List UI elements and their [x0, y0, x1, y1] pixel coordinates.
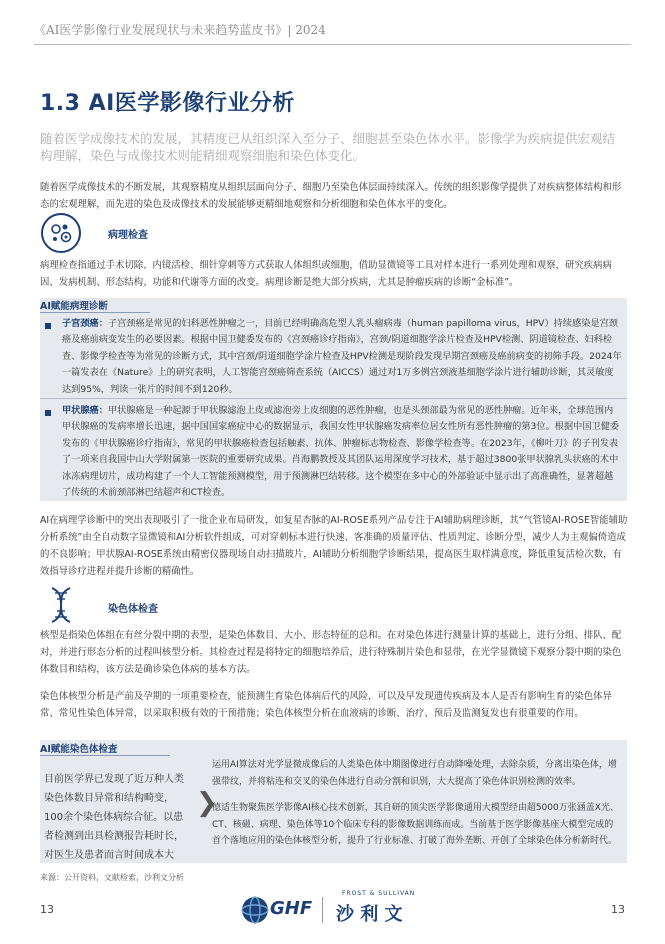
intro-paragraph: 随着医学成像技术的不断发展，其观察精度从组织层面向分子、细胞乃至染色体层面持续深入。传统的组织影像学提供了对疾病整体结构和形态的宏观理解，而先进的染色及成像技术的发展能够更精细地观察和分析细胞和染色体水平的变化。 [40, 182, 622, 210]
page-number-left: 13 [40, 903, 54, 916]
bullet-item-cervical-cancer [62, 316, 622, 398]
section-title: 1.3 AI医学影像行业分析 [40, 91, 295, 116]
source-note: 来源：公开资料，文献检索，沙利文分析 [40, 873, 184, 882]
chevron-right-icon: ❯ [196, 788, 218, 818]
bullet-text: 子宫颈癌是常见的妇科恶性肿瘤之一，目前已经明确高危型人乳头瘤病毒（human papilloma virus，HPV）持续感染是宫颈癌及癌前病变发生的必要因素。根据中国卫健委发布的《宫颈癌诊疗指南》，宫颈/阴道细胞学涂片检查及HPV检测、阴道镜检查、妇科检查、影像学检查等为常见的诊断方式，其中宫颈/阴道细胞学涂片检查及HPV检测是现阶段发现早期宫颈癌及癌前病变的初筛手段。2024年一篇发表在《Nature》上的研究表明，人工智能宫颈癌筛查系统（AICCS）通过对1万多例宫颈液基细胞学涂片进行辅助诊断，其灵敏度达到95%，判读一张片的时间不到120秒。 [62, 318, 622, 395]
dna-helix-icon [40, 584, 82, 626]
sullivan-logo-text: 沙 利 文 [336, 904, 403, 925]
globe-logo-icon [240, 895, 270, 925]
section-lead: 随着医学成像技术的发展，其精度已从组织深入至分子、细胞甚至染色体水平。影像学为疾病提供宏观结构理解，染色与成像技术则能精细观察细胞和染色体变化。 [40, 131, 616, 163]
pathology-label: 病理检查 [108, 230, 148, 241]
header-divider [34, 44, 631, 45]
tag-underline [40, 312, 150, 313]
logo-divider [322, 897, 323, 923]
chromosome-paragraph-1: 核型是指染色体组在有丝分裂中期的表型，是染色体数目、大小、形态特征的总和。在对染色体进行测量计算的基础上，进行分组、排队、配对，并进行形态分析的过程叫核型分析。其检查过程是将特定的细胞培养后，进行特殊制片染色和显带，在光学显微镜下观察分裂中期的染色体数目和结构，该方法是确诊染色体病的基本方法。 [40, 630, 622, 675]
chromosome-label: 染色体检查 [108, 604, 158, 615]
ai-chromosome-right-text-1: 运用AI算法对光学显微成像后的人类染色体中期图像进行自动降噪处理，去除杂质，分离出染色体，增强带纹，并将粘连和交叉的染色体进行自动分割和识别，大大提高了染色体识别检测的效率。 [212, 760, 617, 787]
page-number-right: 13 [611, 903, 625, 916]
bullet-term: 甲状腺癌： [62, 405, 108, 416]
ai-pathology-tag: AI赋能病理诊断 [40, 301, 108, 312]
chromosome-paragraph-2: 染色体核型分析是产前及孕期的一项重要检查，能预测生育染色体病后代的风险，可以及早发现遗传疾病及本人是否有影响生育的染色体异常、常见性染色体异常，以采取积极有效的干预措施；染色体核型分析在血液病的诊断、治疗、预后及监测复发也有很重要的作用。 [40, 691, 612, 719]
bullet-term: 子宫颈癌： [62, 318, 108, 329]
bullet-text: 甲状腺癌是一种起源于甲状腺滤泡上皮或滤泡旁上皮细胞的恶性肿瘤，也是头颈部最为常见的恶性肿瘤。近年来，全球范围内甲状腺癌的发病率增长迅速，据中国国家癌症中心的数据显示，我国女性甲状腺癌发病率位居女性所有恶性肿瘤的第3位。根据中国卫健委发布的《甲状腺癌诊疗指南》，常见的甲状腺癌检查包括触素、抗体、肿瘤标志物检查、影像学检查等。在2023年，《柳叶刀》的子刊发表了一项来自我国中山大学附属第一医院的重要研究成果。肖海鹏教授及其团队运用深度学习技术，基于超过3800张甲状腺乳头状癌的术中冰冻病理切片，成功构建了一个人工智能预测模型，用于预测淋巴结转移。这个模型在多中心的外部验证中显示出了高准确性，显著超越了传统的术前颈部淋巴结超声和CT检查。 [62, 405, 620, 499]
microorganism-icon [40, 212, 82, 254]
ai-pathology-paragraph: AI在病理学诊断中的突出表现吸引了一批企业布局研发，如复星杏脉的AI-ROSE系列产品专注于AI辅助病理诊断，其“气管镜AI-ROSE智能辅助分析系统”由全自动数字显微镜和AI分析软件组成，可对穿刺标本进行快速、客准确的质量评估、性质判定、诊断分型，减少人为主观偏倚造成的不良影响；甲状腺AI-ROSE系统由精密仪器现场自动扫描玻片，AI辅助分析细胞学诊断结果，提高医生取样满意度，降低重复活检次数，有效指导诊疗进程并提升诊断的精确性。 [40, 515, 628, 577]
bullet-marker [45, 410, 51, 416]
ai-chromosome-right-text-2: 德适生物聚焦医学影像AI核心技术创新，其自研的顶尖医学影像通用大模型经由超5000万张涵盖X光、CT、核磁、病理、染色体等10个临床专科的影像数据训练而成。当前基于医学影像基座大模型完成的首个落地应用的染色体核型分析，提升了行业标准、打破了海外垄断、开创了全球染色体分析新时代。 [212, 803, 619, 846]
ai-chromosome-tag: AI赋能染色体检查 [40, 744, 118, 755]
document-header: 《AI医学影像行业发展现状与未来趋势蓝皮书》| 2024 [34, 23, 326, 37]
frost-sullivan-small: FROST & SULLIVAN [342, 890, 416, 897]
ai-chromosome-left-text: 目前医学界已发现了近万种人类染色体数目异常和结构畸变，100余个染色体病综合征。以患者检测到出具检测报告耗时长，对医生及患者而言时间成本大 [44, 774, 184, 861]
box-divider [40, 398, 627, 399]
pathology-paragraph: 病理检查指通过手术切除、内镜活检、细针穿刺等方式获取人体组织或细胞，借助显微镜等工具对样本进行一系列处理和观察，研究疾病病因、发病机制、形态结构、功能和代谢等方面的改变。病理诊断是绝大部分疾病，尤其是肿瘤疾病的诊断“金标准”。 [40, 260, 612, 288]
tag-underline [40, 755, 170, 756]
bullet-item-thyroid-cancer [62, 403, 622, 501]
bullet-marker [45, 323, 51, 329]
ghf-logo-text: GHF [270, 898, 313, 919]
